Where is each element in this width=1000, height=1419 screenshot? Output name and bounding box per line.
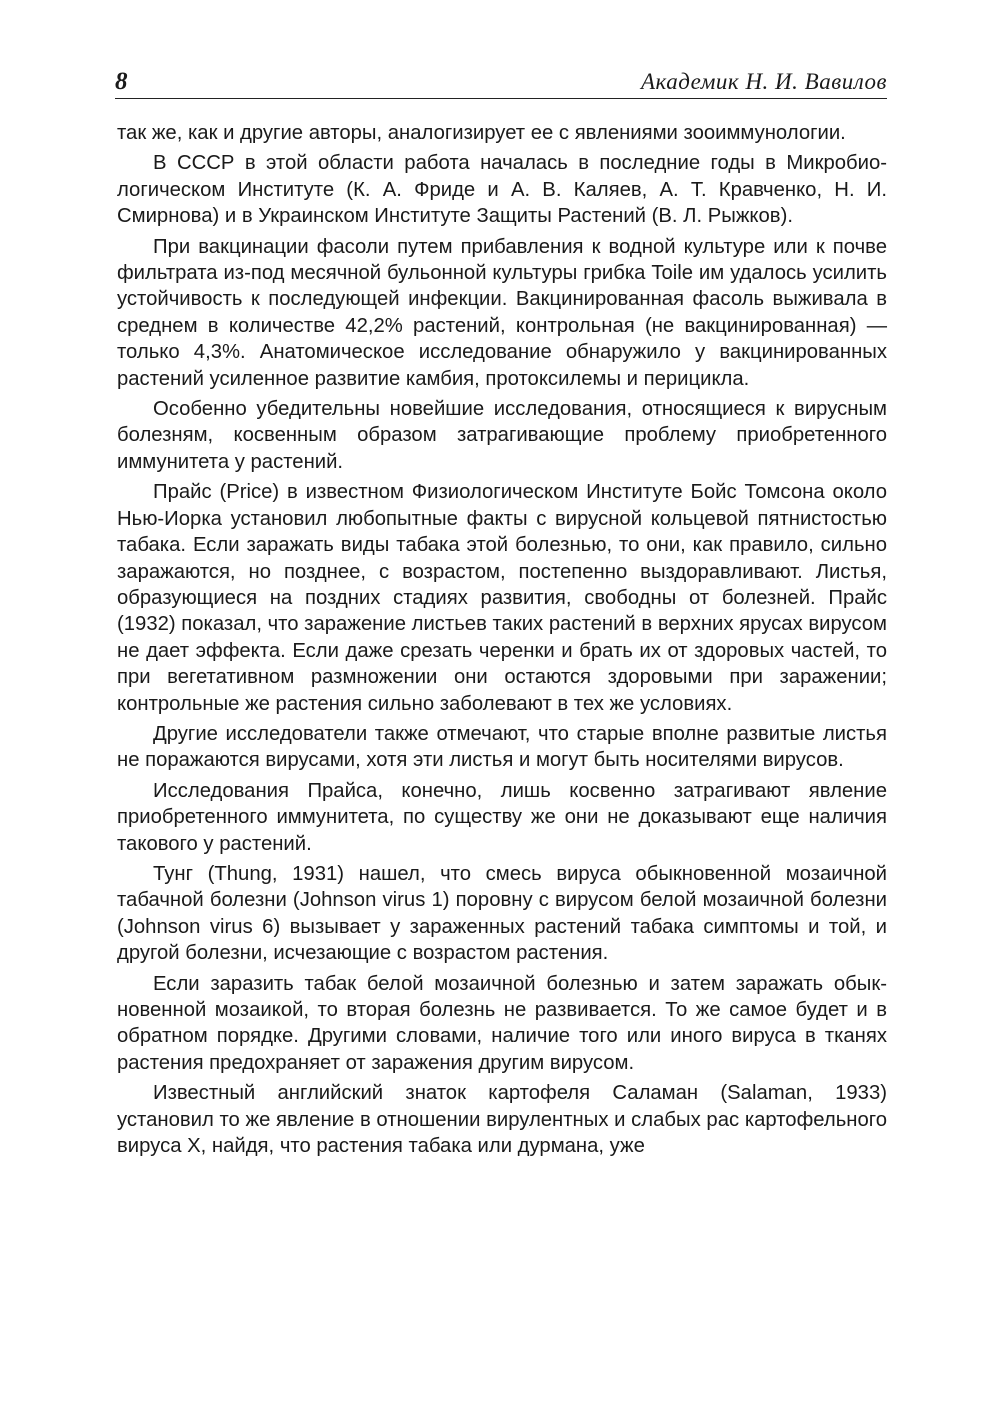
paragraph-4: Особенно убедительны новейшие исследования, относящиеся к вирусным болезням, косвенным образом затрагивающие проблему приобретенного иммунитета у растений. [117,398,887,473]
paragraph-6: Другие исследователи также отмечают, что старые вполне развитые листья не поражаются вирусами, хотя эти листья и могут быть носителями вирусов. [117,722,887,772]
page-header [115,66,887,99]
running-head: Академик Н. И. Вавилов [640,69,887,94]
paragraph-2: В СССР в этой области работа началась в последние годы в Микробиологическом Институте (К. А. Фриде и А. В. Каляев, А. Т. Кравченко, Н. И. Смирнова) и в Украинском Институте Защиты Растений (В. Л. Рыжков). [117,152,887,228]
body-text [117,120,887,1163]
paragraph-3: При вакцинации фасоли путем прибавления к водной культуре или к почве фильтрата из-под месячной бульонной культуры грибка Toile им удалось усилить устойчивость к последующей инфекции. Вакцинированная фасоль выживала в среднем в количестве 42,2% растений, контрольная (не вакцинированная) — только 4,3%. Анатомическое исследование обнаружило у вакцинированных растений усиленное развитие камбия, протоксилемы и перицикла. [117,235,887,390]
paragraph-1: так же, как и другие авторы, аналогизирует ее с явлениями зооиммунологии. [117,122,846,144]
page-number: 8 [115,68,128,95]
paragraph-5: Прайс (Price) в известном Физиологическом Институте Бойс Томсона около Нью-Иорка установил любопытные факты с вирусной кольцевой пятнистостью табака. Если заражать виды табака этой болезнью, то они, как правило, сильно заражаются, но позднее, с возрастом, постепенно выздоравливают. Листья, образующиеся на поздних стадиях развития, свободны от болезней. Прайс (1932) показал, что заражение листьев таких растений в верхних ярусах вирусом не дает эффекта. Если даже срезать черенки и брать их от здоровых частей, то при вегетативном размножении они остаются здоровыми при заражении; контрольные же растения сильно заболевают в тех же условиях. [117,481,887,715]
paragraph-7: Исследования Прайса, конечно, лишь косвенно затрагивают явление приобретенного иммунитета, по существу же они не доказывают еще наличия такового у растений. [117,779,887,855]
paragraph-9: Если заразить табак белой мозаичной болезнью и затем заражать обыкновенной мозаикой, то вторая болезнь не развивается. То же самое будет и в обратном порядке. Другими словами, наличие того или иного вируса в тканях растения предохраняет от заражения другим вирусом. [117,972,887,1074]
paragraph-10: Известный английский знаток картофеля Саламан (Salaman, 1933) установил то же явление в отношении вирулентных и слабых рас картофельного вируса X, найдя, что растения табака или дурмана, уже [117,1082,887,1158]
paragraph-8: Тунг (Thung, 1931) нашел, что смесь вируса обыкновенной мозаичной табачной болезни (Johnson virus 1) поровну с вирусом белой мозаичной болезни (Johnson virus 6) вызывает у зараженных растений табака симптомы и той, и другой болезни, исчезающие с возрастом растения. [117,862,887,965]
